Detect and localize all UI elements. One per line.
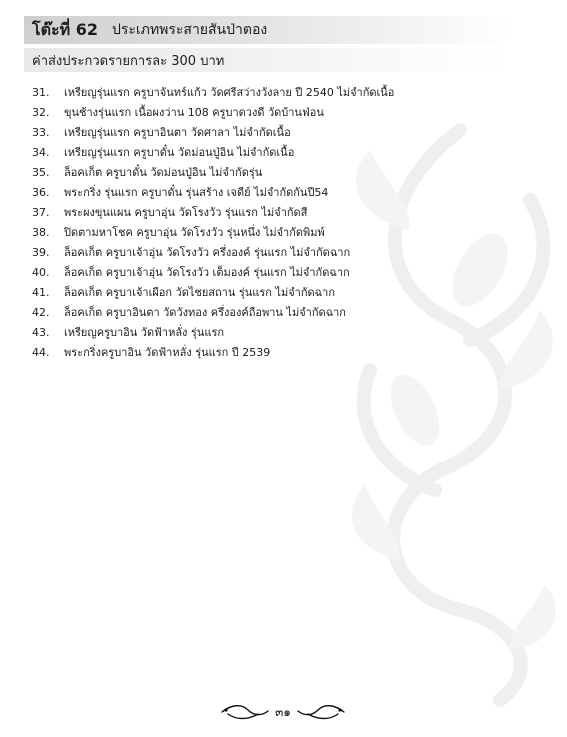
- list-item: [32, 262, 502, 282]
- item-text: พระกริ่ง รุ่นแรก ครูบาดั๋น รุ่นสร้าง เจดีย์ ไม่จำกัดกันปี54: [64, 186, 329, 199]
- item-number: 39.: [32, 245, 50, 259]
- list-item: [32, 322, 502, 342]
- item-text: ล็อคเก็ต ครูบาอินตา วัดวังทอง ครึ่งองค์ถือพาน ไม่จำกัดฉาก: [64, 306, 346, 319]
- list-item: [32, 222, 502, 242]
- item-number: 37.: [32, 205, 50, 219]
- item-number: 36.: [32, 185, 50, 199]
- item-text: เหรียญรุ่นแรก ครูบาอินตา วัดศาลา ไม่จำกัดเนื้อ: [64, 126, 291, 139]
- item-text: เหรียญครูบาอิน วัดฟ้าหลั่ง รุ่นแรก: [64, 326, 225, 339]
- item-text: ขุนช้างรุ่นแรก เนื้อผงว่าน 108 ครูบาดวงดี วัดบ้านฟ่อน: [64, 106, 324, 119]
- item-number: 43.: [32, 325, 50, 339]
- item-number: 40.: [32, 265, 50, 279]
- list-item: [32, 162, 502, 182]
- category-title: ประเภทพระสายสันป่าตอง: [111, 22, 268, 38]
- item-number: 42.: [32, 305, 50, 319]
- page-number: ๓๑: [275, 705, 291, 719]
- item-number: 35.: [32, 165, 50, 179]
- list-item: [32, 82, 502, 102]
- entry-fee-text: ค่าส่งประกวดรายการละ 300 บาท: [32, 53, 225, 69]
- item-text: พระผงขุนแผน ครูบาอุ่น วัดโรงวัว รุ่นแรก ไม่จำกัดสี: [64, 206, 308, 219]
- list-item: [32, 102, 502, 122]
- item-text: ล็อคเก็ต ครูบาเจ้าเผือก วัดไชยสถาน รุ่นแรก ไม่จำกัดฉาก: [64, 286, 335, 299]
- item-number: 38.: [32, 225, 50, 239]
- list-item: [32, 282, 502, 302]
- item-text: ล็อคเก็ต ครูบาเจ้าอุ่น วัดโรงวัว เต็มองค์ รุ่นแรก ไม่จำกัดฉาก: [64, 266, 350, 279]
- list-item: [32, 342, 502, 362]
- item-text: พระกริ่งครูบาอิน วัดฟ้าหลั่ง รุ่นแรก ปี 2539: [64, 346, 271, 359]
- item-number: 33.: [32, 125, 50, 139]
- table-number: โต๊ะที่ 62: [32, 19, 98, 39]
- page-header: [24, 16, 510, 72]
- item-text: ล็อคเก็ต ครูบาดั๋น วัดม่อนปู่อิน ไม่จำกัดรุ่น: [64, 166, 263, 179]
- entry-fee-bar: [24, 48, 510, 72]
- list-item: [32, 122, 502, 142]
- entry-list: [32, 82, 502, 362]
- item-number: 32.: [32, 105, 50, 119]
- title-bar: [24, 16, 510, 44]
- list-item: [32, 302, 502, 322]
- list-item: [32, 182, 502, 202]
- item-number: 41.: [32, 285, 50, 299]
- list-item: [32, 242, 502, 262]
- item-number: 34.: [32, 145, 50, 159]
- item-text: ล็อคเก็ต ครูบาเจ้าอุ่น วัดโรงวัว ครึ่งองค์ รุ่นแรก ไม่จำกัดฉาก: [64, 246, 351, 259]
- list-item: [32, 202, 502, 222]
- item-number: 44.: [32, 345, 50, 359]
- item-text: เหรียญรุ่นแรก ครูบาจันทร์แก้ว วัดศรีสว่างวังลาย ปี 2540 ไม่จำกัดเนื้อ: [64, 86, 395, 99]
- item-number: 31.: [32, 85, 50, 99]
- list-item: [32, 142, 502, 162]
- item-text: ปิดตามหาโชค ครูบาอุ่น วัดโรงวัว รุ่นหนึ่ง ไม่จำกัดพิมพ์: [64, 226, 325, 239]
- item-text: เหรียญรุ่นแรก ครูบาดั๋น วัดม่อนปู่อิน ไม่จำกัดเนื้อ: [64, 146, 295, 159]
